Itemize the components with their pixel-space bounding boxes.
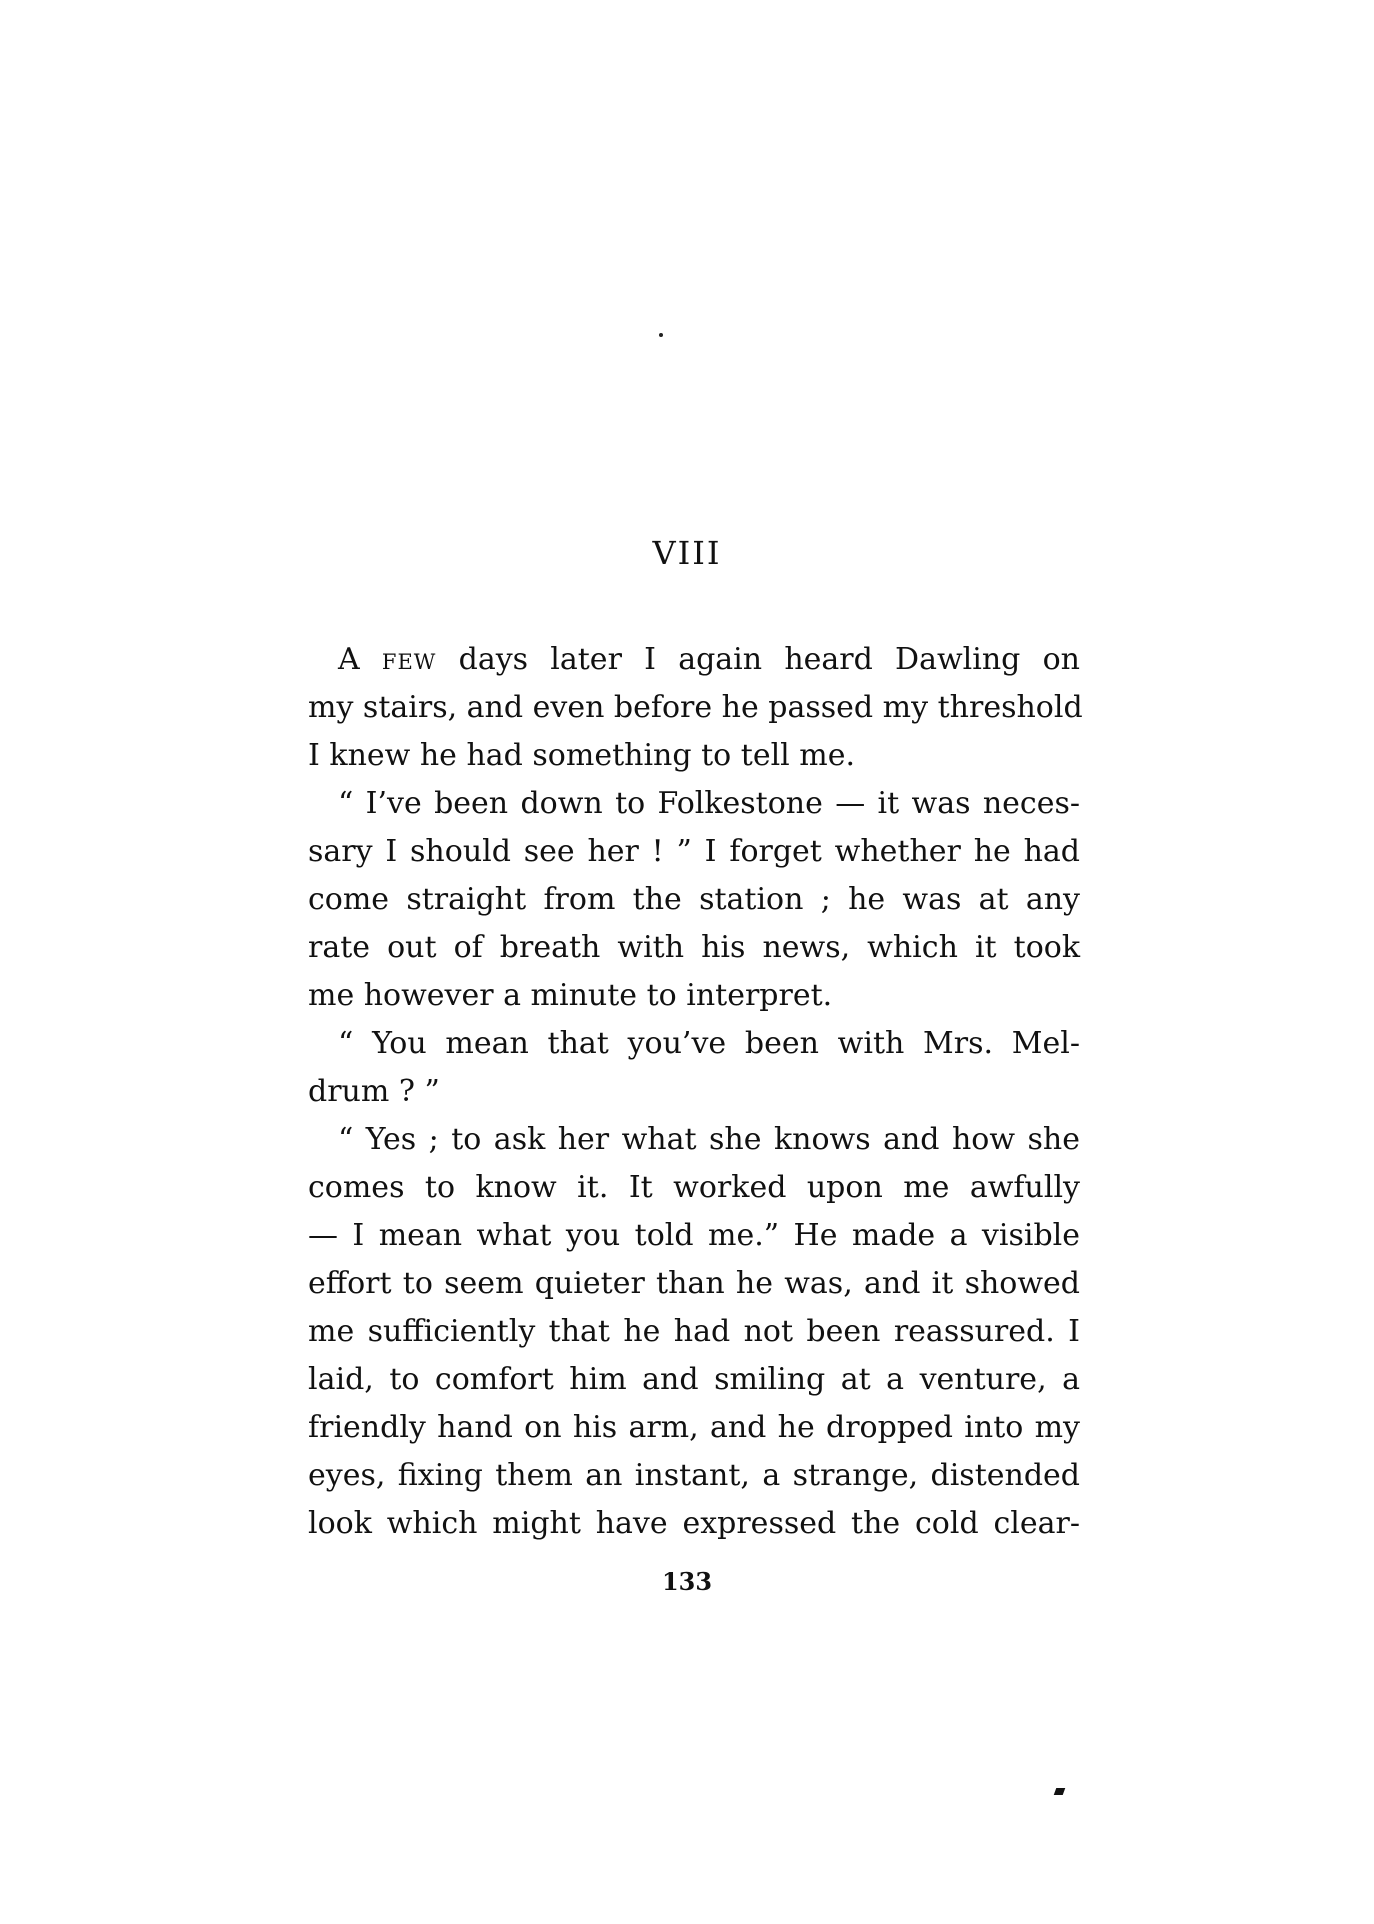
text-line: eyes, fixing them an instant, a strange, distended (308, 1458, 1080, 1493)
text-line: laid, to comfort him and smiling at a venture, a (308, 1362, 1080, 1397)
text-line: — I mean what you told me.” He made a visible (308, 1218, 1080, 1253)
text-line: look which might have expressed the cold clear- (308, 1506, 1080, 1541)
text-line: me sufficiently that he had not been reassured. I (308, 1314, 1080, 1349)
ink-speck (659, 333, 663, 337)
text-line: I knew he had something to tell me. (308, 738, 856, 773)
text-line: “ Yes ; to ask her what she knows and how she (338, 1122, 1080, 1157)
text-line: drum ? ” (308, 1074, 440, 1109)
chapter-heading: VIII (652, 534, 722, 572)
ink-speck (1054, 1788, 1066, 1795)
text-line: comes to know it. It worked upon me awfully (308, 1170, 1080, 1205)
text-line: rate out of breath with his news, which it took (308, 930, 1080, 965)
paragraph (308, 1116, 1080, 1548)
paragraph (308, 636, 1083, 780)
text-line: my stairs, and even before he passed my threshold (308, 690, 1083, 725)
paragraph (308, 1020, 1080, 1116)
text-line: come straight from the station ; he was at any (308, 882, 1080, 917)
text-line: me however a minute to interpret. (308, 978, 833, 1013)
text-line: “ I’ve been down to Folkestone — it was neces- (338, 786, 1080, 821)
text-line: A few days later I again heard Dawling on (338, 642, 1080, 677)
text-line: “ You mean that you’ve been with Mrs. Mel- (338, 1026, 1080, 1061)
paragraph (308, 780, 1080, 1020)
page-number: 133 (661, 1567, 713, 1596)
text-line: sary I should see her ! ” I forget whether he had (308, 834, 1080, 869)
text-line: friendly hand on his arm, and he dropped into my (308, 1410, 1080, 1445)
text-line: effort to seem quieter than he was, and it showed (308, 1266, 1080, 1301)
body-text (308, 636, 1083, 1548)
